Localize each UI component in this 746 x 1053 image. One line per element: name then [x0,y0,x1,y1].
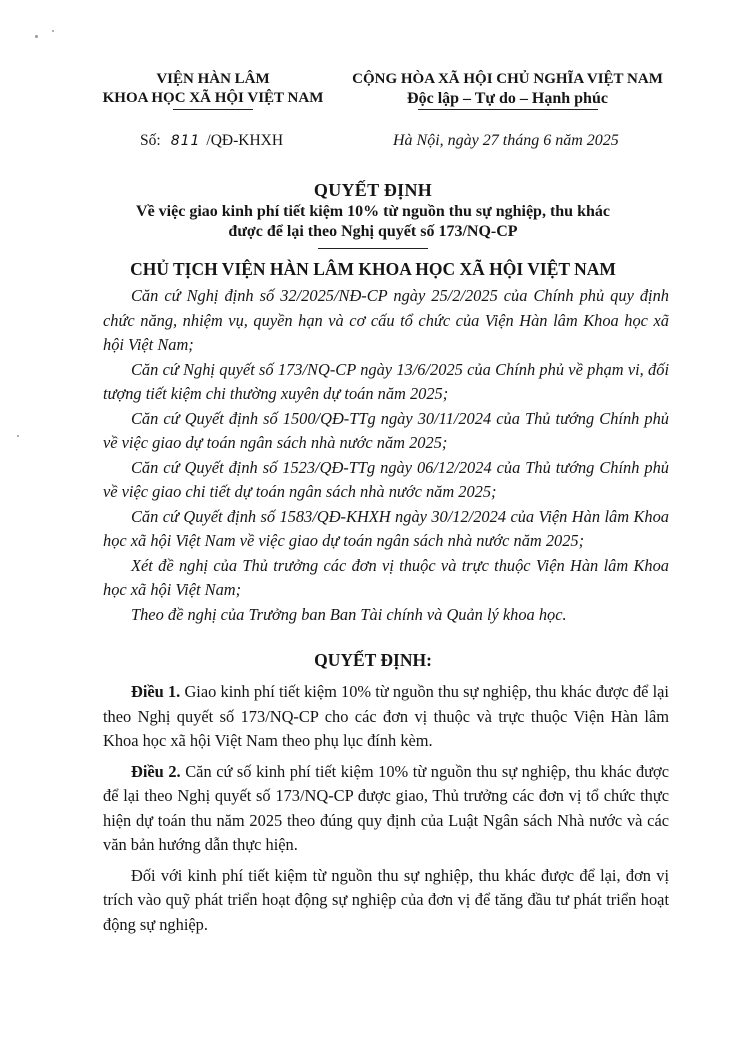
org-name-line2: KHOA HỌC XÃ HỘI VIỆT NAM [102,90,324,106]
article-text: Giao kinh phí tiết kiệm 10% từ nguồn thu sự nghiệp, thu khác được để lại theo Nghị quyết số 173/NQ-CP cho các đơn vị thuộc và trực thuộc Viện Hàn lâm Khoa học xã hội Việt Nam theo phụ lục đính kèm. [103,682,669,750]
nation-name: CỘNG HÒA XÃ HỘI CHỦ NGHĨA VIỆT NAM [352,71,663,87]
national-heading [335,70,680,110]
articles [103,680,669,943]
issuing-authority: CHỦ TỊCH VIỆN HÀN LÂM KHOA HỌC XÃ HỘI VIỆT NAM [130,259,616,279]
article-text: Căn cứ số kinh phí tiết kiệm 10% từ nguồn thu sự nghiệp, thu khác được để lại theo Nghị quyết số 173/NQ-CP được giao, Thủ trưởng các đơn vị tổ chức thực hiện dự toán thu năm 2025 theo đúng quy định của Luật Ngân sách Nhà nước và các văn bản hướng dẫn thực hiện. [103,761,669,854]
basis-item: Căn cứ Quyết định số 1583/QĐ-KHXH ngày 30/12/2024 của Viện Hàn lâm Khoa học xã hội Việt Nam về việc giao dự toán ngân sách nhà nước năm 2025; [103,506,669,550]
scan-speck [52,30,54,32]
article-label: Điều 2. [131,761,181,781]
scan-speck [35,35,38,38]
org-underline [173,109,253,110]
legal-basis [103,284,669,627]
article-2 [103,760,669,858]
document-subtitle [80,202,666,242]
subtitle-line2: được để lại theo Nghị quyết số 173/NQ-CP [228,223,518,240]
article-2-paragraph: Đối với kinh phí tiết kiệm từ nguồn thu sự nghiệp, thu khác được để lại, đơn vị trích vào quỹ phát triển hoạt động sự nghiệp của đơn vị để tăng đầu tư phát triển hoạt động sự nghiệp. [103,865,669,934]
article-1 [103,680,669,754]
article-label: Điều 1. [131,682,181,701]
motto-underline [418,109,598,110]
issuing-organization [88,70,338,110]
decision-heading: QUYẾT ĐỊNH: [314,650,432,670]
number-suffix: /QĐ-KHXH [206,132,284,149]
subtitle-line1: Về việc giao kinh phí tiết kiệm 10% từ nguồn thu sự nghiệp, thu khác [136,203,610,220]
org-name-line1: VIỆN HÀN LÂM [156,71,270,87]
document-number [140,132,283,150]
subtitle-underline [318,248,428,249]
scan-speck [17,435,19,437]
basis-item: Căn cứ Nghị quyết số 173/NQ-CP ngày 13/6/2025 của Chính phủ về phạm vi, đối tượng tiết kiệm chi thường xuyên dự toán năm 2025; [103,359,669,403]
basis-item: Căn cứ Nghị định số 32/2025/NĐ-CP ngày 25/2/2025 của Chính phủ quy định chức năng, nhiệm vụ, quyền hạn và cơ cấu tổ chức của Viện Hàn lâm Khoa học xã hội Việt Nam; [103,286,669,354]
handwritten-number: 811 [170,133,201,149]
basis-item: Căn cứ Quyết định số 1523/QĐ-TTg ngày 06/12/2024 của Thủ tướng Chính phủ về việc giao chi tiết dự toán ngân sách nhà nước năm 2025; [103,457,669,501]
number-prefix: Số: [140,132,161,149]
document-title: QUYẾT ĐỊNH [313,180,433,200]
basis-item: Xét đề nghị của Thủ trưởng các đơn vị thuộc và trực thuộc Viện Hàn lâm Khoa học xã hội Việt Nam; [103,555,669,599]
basis-item: Theo đề nghị của Trưởng ban Ban Tài chính và Quản lý khoa học. [131,604,567,624]
national-motto: Độc lập – Tự do – Hạnh phúc [407,90,608,107]
basis-item: Căn cứ Quyết định số 1500/QĐ-TTg ngày 30/11/2024 của Thủ tướng Chính phủ về việc giao dự toán ngân sách nhà nước năm 2025; [103,408,669,452]
place-and-date: Hà Nội, ngày 27 tháng 6 năm 2025 [393,132,619,149]
